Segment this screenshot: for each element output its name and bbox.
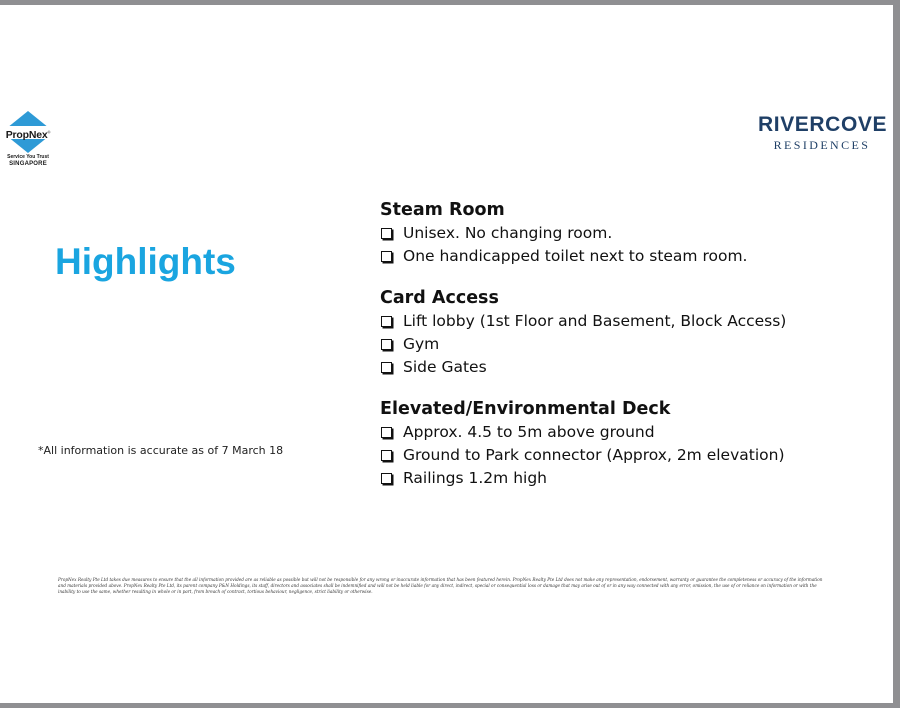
list-item: Approx. 4.5 to 5m above ground [380, 421, 880, 444]
section-title: Elevated/Environmental Deck [380, 399, 671, 419]
propnex-country: SINGAPORE [9, 161, 47, 167]
propnex-logo-name: PropNex® [5, 129, 51, 141]
checkbox-icon [381, 316, 392, 327]
page-title: Highlights [55, 241, 236, 282]
section-steam-room [380, 199, 880, 268]
rivercove-logo [758, 114, 886, 152]
section-title: Card Access [380, 288, 499, 308]
checkbox-icon [381, 427, 392, 438]
checkbox-icon [381, 450, 392, 461]
rivercove-logo-name: RIVERCOVE [758, 113, 888, 136]
list-item: Ground to Park connector (Approx, 2m elevation) [380, 444, 880, 467]
checkbox-icon [381, 251, 392, 262]
checkbox-icon [381, 362, 392, 373]
list-item: Gym [380, 333, 880, 356]
checkbox-icon [381, 228, 392, 239]
list-item: Lift lobby (1st Floor and Basement, Block Access) [380, 310, 880, 333]
rivercove-logo-subtitle: RESIDENCES [773, 138, 871, 152]
highlights-list [380, 199, 880, 509]
viewer-border [893, 0, 900, 708]
propnex-logo [0, 109, 62, 175]
slide-page [0, 5, 893, 703]
section-title: Steam Room [380, 200, 505, 220]
checkbox-icon [381, 339, 392, 350]
list-item: Railings 1.2m high [380, 467, 880, 490]
list-item: One handicapped toilet next to steam room. [380, 245, 880, 268]
list-item: Unisex. No changing room. [380, 222, 880, 245]
section-elevated-deck [380, 398, 880, 490]
legal-disclaimer: PropNex Realty Pte Ltd takes due measures to ensure that the all information provided are as reliable as possible but will not be responsible for any wrong or inaccurate information that has been featured herein. PropNex Realty Pte Ltd does not make any representation, endorsement, warranty or guarantee the completeness or accuracy of the information and materials provided above. PropNex Realty Pte Ltd, its parent company P&N Holdings, its staff, directors and associates shall be indemnified and will not be held liable for any direct, indirect, special or consequential loss or damage that may arise out of or in any way connected with any error, omission, the use of or reliance on information or with the inability to use the same, whether resulting in whole or in part, from breach of contract, tortious behaviour, negligence, strict liability or otherwise. [58, 577, 823, 594]
propnex-tagline: Service You Trust [7, 154, 49, 160]
accuracy-note: *All information is accurate as of 7 March 18 [38, 444, 284, 457]
section-card-access [380, 287, 880, 379]
checkbox-icon [381, 473, 392, 484]
list-item: Side Gates [380, 356, 880, 379]
